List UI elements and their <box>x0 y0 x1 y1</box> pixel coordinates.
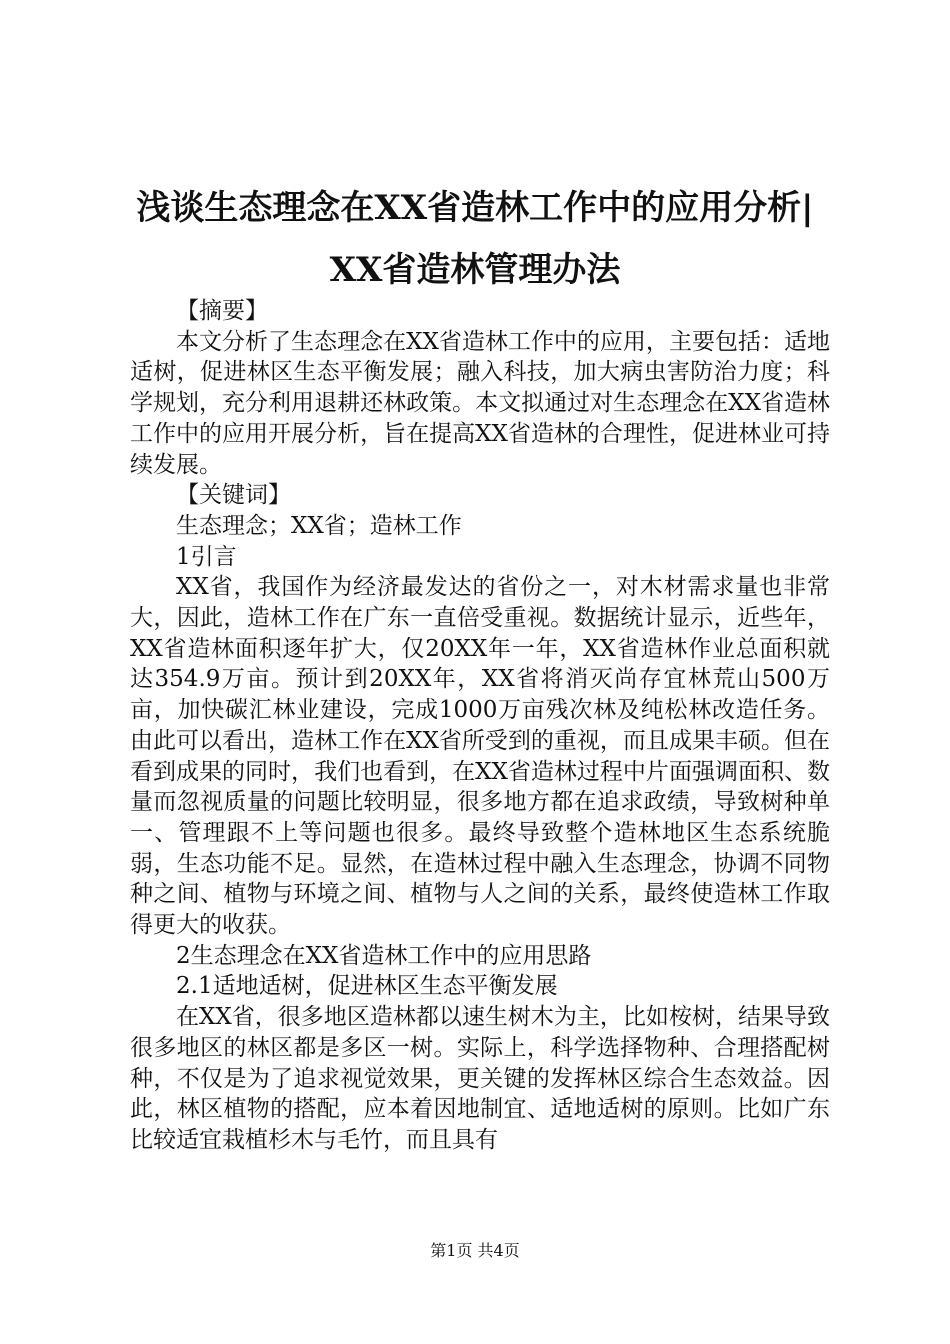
page-footer: 第1页 共4页 <box>430 1241 520 1260</box>
abstract-label: 【摘要】 <box>176 298 268 324</box>
document-title-line-2: XX省造林管理办法 <box>329 250 621 290</box>
section-heading-2: 2生态理念在XX省造林工作中的应用思路 <box>176 942 592 969</box>
section-heading-1: 1引言 <box>176 543 237 570</box>
subsection-heading-2-1: 2.1适地适树，促进林区生态平衡发展 <box>176 973 558 1000</box>
subsection-paragraph-2-1: 在XX省，很多地区造林都以速生树木为主，比如桉树，结果导致很多地区的林区都是多区一树。实际上，科学选择物种、合理搭配树种，不仅是为了追求视觉效果，更关键的发挥林区综合生态效益。因此，林区植物的搭配，应本着因地制宜、适地适树的原则。比如广东比较适宜栽植杉木与毛竹，而且具有 <box>130 1004 830 1153</box>
abstract-paragraph: 本文分析了生态理念在XX省造林工作中的应用，主要包括：适地适树，促进林区生态平衡发展；融入科技，加大病虫害防治力度；科学规划，充分利用退耕还林政策。本文拟通过对生态理念在XX省造林工作中的应用开展分析，旨在提高XX省造林的合理性，促进林业可持续发展。 <box>130 328 830 478</box>
introduction-paragraph: XX省，我国作为经济最发达的省份之一，对木材需求量也非常大，因此，造林工作在广东一直倍受重视。数据统计显示，近些年，XX省造林面积逐年扩大，仅20XX年一年，XX省造林作业总面积就达354.9万亩。预计到20XX年，XX省将消灭尚存宜林荒山500万亩，加快碳汇林业建设，完成1000万亩残次林及纯松林改造任务。由此可以看出，造林工作在XX省所受到的重视，而且成果丰硕。但在看到成果的同时，我们也看到，在XX省造林过程中片面强调面积、数量而忽视质量的问题比较明显，很多地方都在追求政绩，导致树种单一、管理跟不上等问题也很多。最终导致整个造林地区生态系统脆弱，生态功能不足。显然，在造林过程中融入生态理念，协调不同物种之间、植物与环境之间、植物与人之间的关系，最终使造林工作取得更大的收获。 <box>130 574 830 939</box>
keywords-paragraph: 生态理念；XX省；造林工作 <box>176 512 462 539</box>
keywords-label: 【关键词】 <box>176 482 291 509</box>
document-body <box>130 296 830 1156</box>
document-title-line-1: 浅谈生态理念在XX省造林工作中的应用分析| <box>136 188 814 228</box>
